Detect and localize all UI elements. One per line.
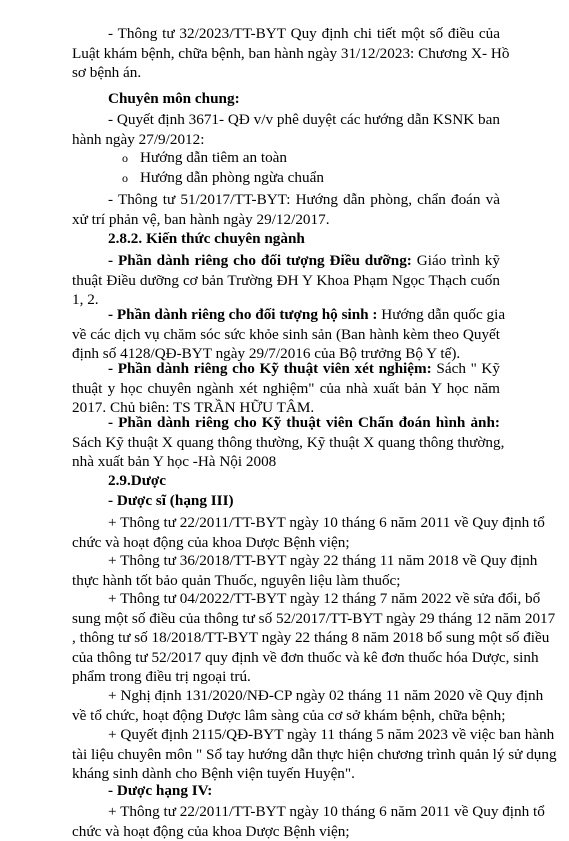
text-line: - Phần dành riêng cho Kỹ thuật viên Chẩn đoán hình ảnh: [108, 414, 500, 431]
bold-lead: - Phần dành riêng cho đối tượng Điều dưỡng: [108, 252, 412, 269]
heading-general-expertise: Chuyên môn chung: [108, 90, 240, 107]
paragraph-imaging-technician [72, 413, 505, 472]
text-line: + Thông tư 04/2022/TT-BYT ngày 12 tháng 7 năm 2022 về sửa đổi, bổ [108, 590, 541, 607]
text-line: Luật khám bệnh, chữa bệnh, ban hành ngày 31/12/2023: Chương X- Hồ [72, 44, 510, 62]
text-line: định số 4128/QĐ-BYT ngày 29/7/2016 của Bộ trưởng Bộ Y tế). [72, 345, 461, 363]
paragraph-midwife [72, 305, 506, 364]
text-line: thuật y học chuyên ngành xét nghiệm" của nhà xuất bản Y học năm [72, 379, 500, 397]
text-line [72, 359, 500, 379]
text-line: - Thông tư 51/2017/TT-BYT: Hướng dẫn phòng, chẩn đoán và [108, 191, 500, 208]
paragraph-circular-22-2011-grade-4 [72, 802, 545, 841]
bold-lead: - Phần dành riêng cho Kỹ thuật viên xét nghiệm: [108, 360, 432, 377]
text-line: xử trí phản vệ, ban hành ngày 29/12/2017. [72, 210, 330, 228]
text-run: Giáo trình kỹ [411, 252, 500, 269]
text-line: kháng sinh dành cho Bệnh viện tuyến Huyện". [72, 765, 355, 783]
heading-pharmacist-grade-4: - Dược hạng IV: [108, 782, 213, 799]
text-line: về tổ chức, hoạt động Dược lâm sàng của cơ sở khám bệnh, chữa bệnh; [72, 706, 506, 724]
text-line: + Thông tư 36/2018/TT-BYT ngày 22 tháng 11 năm 2018 về Quy định [108, 552, 538, 569]
paragraph-circular-22-2011 [72, 513, 545, 552]
heading-pharmacist-grade-3: - Dược sĩ (hạng III) [108, 492, 234, 509]
text-line: 1, 2. [72, 291, 99, 309]
paragraph-circular-04-2022 [72, 589, 556, 687]
text-line: , thông tư số 18/2018/TT-BYT ngày 22 tháng 8 năm 2018 bổ sung một số điều [72, 629, 550, 647]
section-heading-2-9: 2.9.Dược [108, 472, 167, 489]
paragraph-decision-2115 [72, 725, 557, 784]
paragraph-decision-3671 [72, 110, 500, 149]
text-line: + Quyết định 2115/QĐ-BYT ngày 11 tháng 5 năm 2023 về việc ban hành [108, 726, 555, 743]
text-line: chức và hoạt động của khoa Dược Bệnh viện; [72, 822, 350, 840]
list-item [122, 148, 550, 169]
text-line: + Nghị định 131/2020/NĐ-CP ngày 02 tháng 11 năm 2020 về Quy định [108, 687, 544, 704]
text-line: Sách Kỹ thuật X quang thông thường, Kỹ thuật X quang thông thường, [72, 433, 505, 451]
text-line: - Thông tư 32/2023/TT-BYT Quy định chi tiết một số điều của [108, 25, 500, 42]
text-run: Sách " Kỹ [431, 360, 500, 377]
list-item [122, 168, 550, 189]
paragraph-circular-51-2017 [72, 190, 500, 229]
bullet-marker: o [122, 171, 128, 185]
section-heading-2-8-2: 2.8.2. Kiến thức chuyên ngành [108, 230, 305, 247]
paragraph-circular-32-2023 [72, 24, 510, 83]
text-line: - Quyết định 3671- QĐ v/v phê duyệt các hướng dẫn KSNK ban [108, 111, 500, 128]
text-line [72, 305, 506, 325]
list-item-text: Hướng dẫn tiêm an toàn [140, 149, 288, 166]
list-item-text: Hướng dẫn phòng ngừa chuẩn [140, 169, 324, 186]
text-line: nhà xuất bản Y học -Hà Nội 2008 [72, 453, 277, 471]
text-line: sung một số điều của thông tư số 52/2017/TT-BYT ngày 29 tháng 12 năm 2017 [72, 609, 556, 627]
paragraph-nursing [72, 251, 500, 310]
text-line: + Thông tư 22/2011/TT-BYT ngày 10 tháng 6 năm 2011 về Quy định tổ [108, 803, 545, 820]
text-run: Hướng dẫn quốc gia [377, 306, 506, 323]
text-line: chức và hoạt động của khoa Dược Bệnh viện; [72, 533, 350, 551]
text-line: phẩm trong điều trị ngoại trú. [72, 668, 251, 686]
text-line: hành ngày 27/9/2012: [72, 130, 205, 148]
bold-lead: - Phần dành riêng cho đối tượng hộ sinh : [108, 306, 378, 323]
text-line: của thông tư 52/2017 quy định về đơn thuốc và kê đơn thuốc hóa Dược, sinh [72, 648, 539, 666]
text-line: + Thông tư 22/2011/TT-BYT ngày 10 tháng 6 năm 2011 về Quy định tổ [108, 514, 545, 531]
bullet-marker: o [122, 151, 128, 165]
paragraph-circular-36-2018 [72, 551, 538, 590]
text-line: tài liệu chuyên môn " Sổ tay hướng dẫn thực hiện chương trình quản lý sử dụng [72, 745, 557, 763]
text-line: sơ bệnh án. [72, 64, 142, 82]
text-line [72, 251, 500, 271]
paragraph-lab-technician [72, 359, 500, 418]
text-line: thực hành tốt bảo quản Thuốc, nguyên liệu làm thuốc; [72, 571, 401, 589]
paragraph-decree-131-2020 [72, 686, 544, 725]
text-line: thuật Điều dưỡng cơ bản Trường ĐH Y Khoa Phạm Ngọc Thạch cuốn [72, 271, 500, 289]
text-line: 2017. Chủ biên: TS TRẦN HỮU TÂM. [72, 399, 315, 417]
text-line: về các dịch vụ chăm sóc sức khỏe sinh sản (Ban hành kèm theo Quyết [72, 325, 500, 343]
